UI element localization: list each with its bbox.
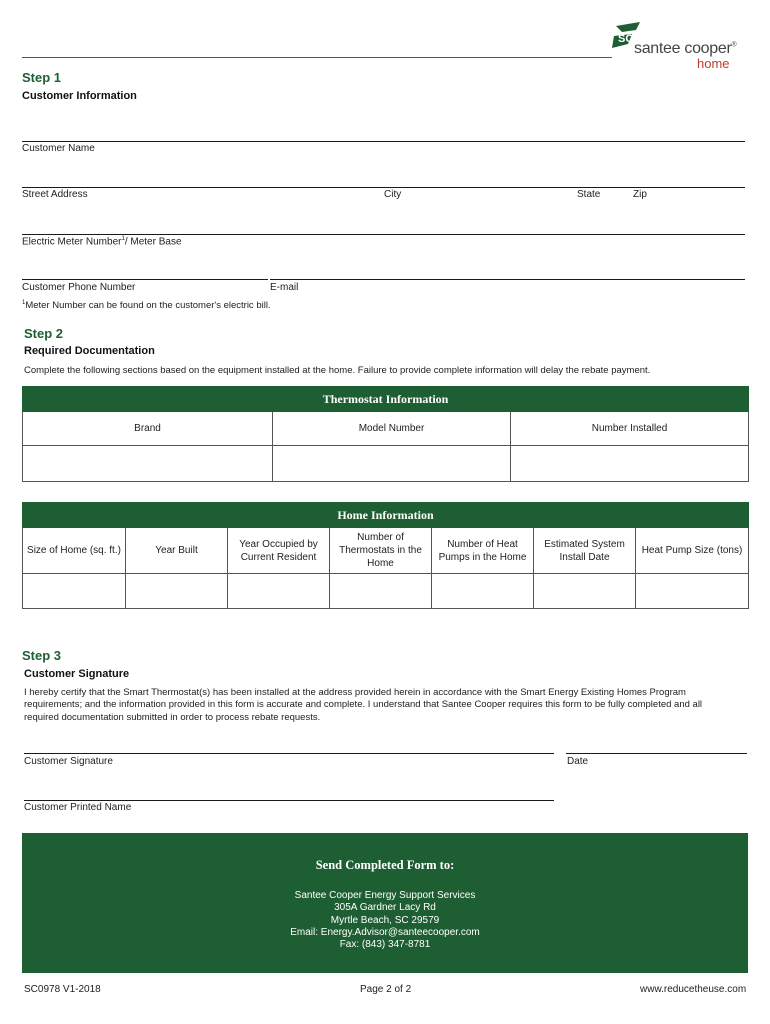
step2-instructions: Complete the following sections based on the equipment installed at the home. Failure to provide complete information will delay the rebate payment. bbox=[24, 365, 651, 376]
printed-name-field[interactable] bbox=[24, 800, 554, 801]
meter-number-field[interactable] bbox=[22, 234, 745, 235]
zip-label: Zip bbox=[633, 189, 647, 200]
size-of-home-input[interactable] bbox=[23, 574, 126, 609]
city-label: City bbox=[384, 189, 402, 200]
step1-title: Step 1 bbox=[22, 70, 62, 85]
step1-subtitle: Customer Information bbox=[22, 90, 137, 102]
date-field[interactable] bbox=[566, 753, 747, 754]
size-of-home-header: Size of Home (sq. ft.) bbox=[23, 528, 126, 574]
state-label: State bbox=[577, 189, 601, 200]
thermostat-count-header: Number of Thermostats in the Home bbox=[330, 528, 432, 574]
number-installed-input[interactable] bbox=[511, 446, 749, 482]
install-date-input[interactable] bbox=[534, 574, 636, 609]
send-line-fax: Fax: (843) 347-8781 bbox=[339, 939, 431, 951]
meter-number-label: Electric Meter Number$^1$/ Meter Base bbox=[22, 236, 182, 248]
meter-footnote: $^1$Meter Number can be found on the customer's electric bill. bbox=[22, 300, 271, 312]
header-rule bbox=[22, 57, 612, 58]
model-number-input[interactable] bbox=[273, 446, 511, 482]
svg-text:SC: SC bbox=[618, 33, 634, 45]
customer-name-field[interactable] bbox=[22, 141, 745, 142]
heat-pump-count-header: Number of Heat Pumps in the Home bbox=[432, 528, 534, 574]
phone-field[interactable] bbox=[22, 279, 268, 280]
send-line-email[interactable]: Email: Energy.Advisor@santeecooper.com bbox=[290, 926, 480, 938]
thermostat-table-title: Thermostat Information bbox=[23, 387, 749, 412]
brand-header: Brand bbox=[23, 412, 273, 446]
santee-cooper-logo bbox=[610, 20, 750, 75]
signature-field[interactable] bbox=[24, 753, 554, 754]
brand-input[interactable] bbox=[23, 446, 273, 482]
send-line-street: 305A Gardner Lacy Rd bbox=[334, 902, 436, 914]
street-address-label: Street Address bbox=[22, 189, 88, 200]
year-occupied-input[interactable] bbox=[228, 574, 330, 609]
send-form-box bbox=[22, 833, 748, 973]
logo-sub-text: home bbox=[697, 56, 730, 71]
step2-title: Step 2 bbox=[24, 326, 64, 341]
heat-pump-size-input[interactable] bbox=[636, 574, 749, 609]
certification-text: I hereby certify that the Smart Thermostat(s) has been installed at the address provided herein in accordance with the Smart Energy Existing Homes Program requirements; and the information provided in this form is accurate and complete. I understand that Santee Cooper requires this form to be fully completed and all required documentation submitted in order to process rebate requests. bbox=[24, 687, 703, 723]
logo-registered: ® bbox=[731, 41, 737, 49]
heat-pump-size-header: Heat Pump Size (tons) bbox=[636, 528, 749, 574]
phone-label: Customer Phone Number bbox=[22, 282, 136, 293]
send-line-org: Santee Cooper Energy Support Services bbox=[294, 890, 476, 901]
step3-title: Step 3 bbox=[22, 648, 62, 663]
year-built-input[interactable] bbox=[126, 574, 228, 609]
thermostat-count-input[interactable] bbox=[330, 574, 432, 609]
year-built-header: Year Built bbox=[126, 528, 228, 574]
printed-name-label: Customer Printed Name bbox=[24, 802, 132, 813]
customer-name-label: Customer Name bbox=[22, 143, 95, 154]
logo-brand-text: santee cooper bbox=[634, 40, 732, 57]
form-id: SC0978 V1-2018 bbox=[24, 984, 101, 995]
send-line-city: Myrtle Beach, SC 29579 bbox=[330, 914, 440, 926]
thermostat-table bbox=[22, 386, 749, 482]
email-label: E-mail bbox=[270, 282, 299, 293]
model-number-header: Model Number bbox=[273, 412, 511, 446]
date-label: Date bbox=[567, 756, 589, 767]
page-number: Page 2 of 2 bbox=[360, 984, 412, 995]
step2-subtitle: Required Documentation bbox=[24, 345, 155, 357]
email-field[interactable] bbox=[270, 279, 745, 280]
year-occupied-header: Year Occupied by Current Resident bbox=[228, 528, 330, 574]
home-table bbox=[22, 502, 749, 609]
install-date-header: Estimated System Install Date bbox=[534, 528, 636, 574]
send-form-title: Send Completed Form to: bbox=[315, 858, 455, 872]
number-installed-header: Number Installed bbox=[511, 412, 749, 446]
step3-subtitle: Customer Signature bbox=[24, 668, 130, 680]
website-link[interactable]: www.reducetheuse.com bbox=[640, 984, 747, 995]
signature-label: Customer Signature bbox=[24, 756, 113, 767]
heat-pump-count-input[interactable] bbox=[432, 574, 534, 609]
home-table-title: Home Information bbox=[23, 503, 749, 528]
street-address-field[interactable] bbox=[22, 187, 745, 188]
